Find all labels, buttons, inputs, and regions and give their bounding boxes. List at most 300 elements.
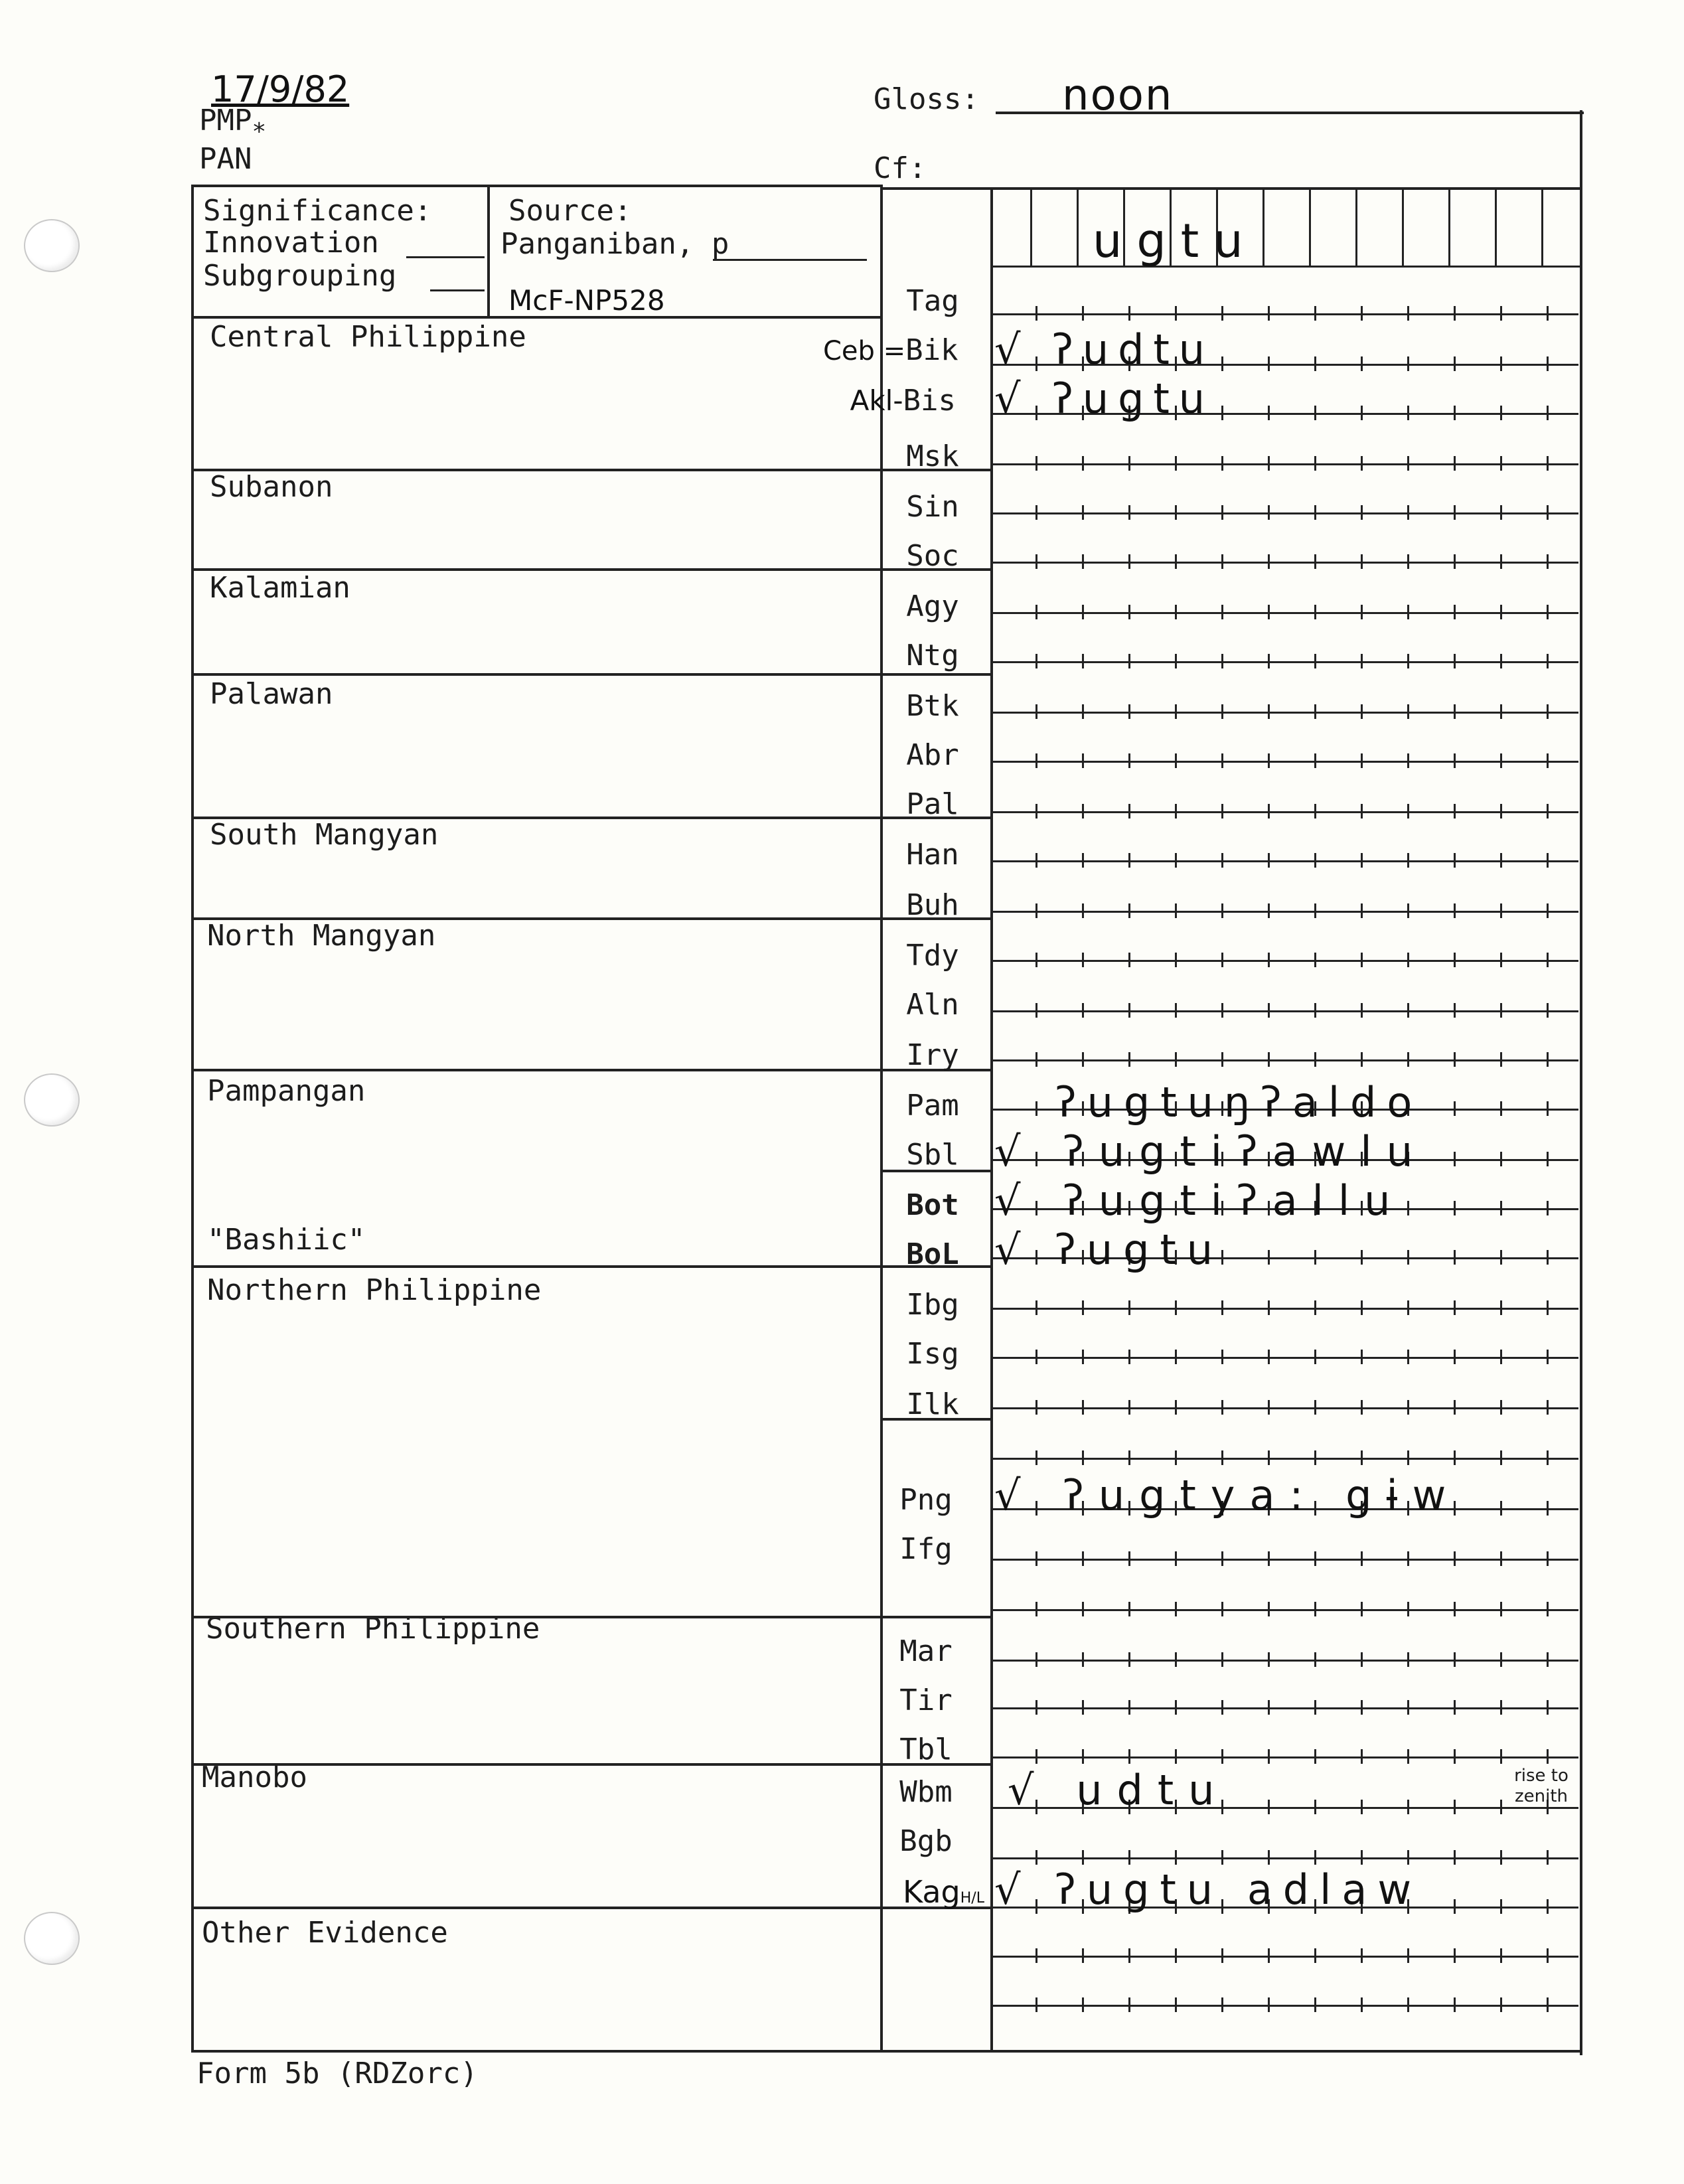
entry-row-tick <box>1454 1101 1456 1116</box>
entry-row-tick <box>1035 1350 1037 1364</box>
entry-row-tick <box>1268 1052 1270 1067</box>
entry-row-tick <box>1082 953 1084 967</box>
entry-kag: √ ʔugtu adlaw <box>994 1865 1422 1914</box>
entry-row-tick <box>1547 1250 1549 1265</box>
entry-row-tick <box>1547 356 1549 371</box>
entry-row-tick <box>1500 1101 1502 1116</box>
headword-box-bottom <box>990 266 1581 268</box>
entry-row-tick <box>1314 456 1316 471</box>
entry-row-tick <box>1082 306 1084 321</box>
entry-row-tick <box>1361 1800 1363 1814</box>
lang-code-buh: Buh <box>906 888 959 922</box>
sig-box-top <box>191 185 883 187</box>
lang-code-sbl: Sbl <box>906 1138 959 1172</box>
lang-code-pam: Pam <box>906 1089 959 1123</box>
entry-row-tick <box>1082 654 1084 668</box>
entry-row-tick <box>1547 853 1549 868</box>
entry-row-tick <box>1454 1450 1456 1465</box>
entry-row-tick <box>1035 554 1037 569</box>
lang-code-soc: Soc <box>906 539 959 573</box>
entry-row-tick <box>1500 1400 1502 1415</box>
entry-row-tick <box>1547 456 1549 471</box>
entry-row-tick <box>1454 753 1456 768</box>
entry-row-tick <box>1082 1450 1084 1465</box>
entry-row-tick <box>1361 306 1363 321</box>
entry-row-tick <box>1407 554 1409 569</box>
entry-row-tick <box>1314 505 1316 520</box>
entry-row-tick <box>1082 1300 1084 1315</box>
entry-row-tick <box>1407 1250 1409 1265</box>
entry-row-tick <box>1175 1948 1177 1963</box>
entry-row-line <box>993 1059 1578 1061</box>
source-reference: McF-NP528 <box>508 284 665 317</box>
entry-row-tick <box>1314 1300 1316 1315</box>
divider-kalamian <box>191 568 992 571</box>
lang-code-tdy: Tdy <box>906 939 959 973</box>
entry-row-line <box>993 911 1578 913</box>
entry-row-tick <box>1500 654 1502 668</box>
entry-row-tick <box>1454 605 1456 619</box>
headword-cells <box>990 187 1580 266</box>
divider-other <box>191 1907 992 1909</box>
entry-row-tick <box>1361 1652 1363 1667</box>
entry-row-tick <box>1268 903 1270 918</box>
entry-row-tick <box>1175 1850 1177 1865</box>
entry-row-line <box>993 1609 1578 1611</box>
entry-row-tick <box>1547 804 1549 819</box>
entry-row-tick <box>1175 1350 1177 1364</box>
entry-row-tick <box>1547 1602 1549 1616</box>
entry-row-tick <box>1361 1450 1363 1465</box>
entry-row-tick <box>1314 1350 1316 1364</box>
entry-row-tick <box>1547 654 1549 668</box>
lang-code-ilk: Ilk <box>906 1387 959 1421</box>
entry-bis: √ ʔugtu <box>994 374 1215 423</box>
entry-row-line <box>993 1308 1578 1310</box>
entry-row-tick <box>1314 356 1316 371</box>
entry-row-tick <box>1268 1652 1270 1667</box>
entry-row-tick <box>1035 1850 1037 1865</box>
entry-row-tick <box>1082 605 1084 619</box>
entry-row-tick <box>1128 554 1130 569</box>
entry-row-tick <box>1082 1551 1084 1566</box>
entry-row-tick <box>1314 1250 1316 1265</box>
entry-row-tick <box>1082 903 1084 918</box>
entry-row-tick <box>1454 1652 1456 1667</box>
entry-row-tick <box>1361 903 1363 918</box>
entry-row-line <box>993 512 1578 514</box>
entry-row-tick <box>1500 1300 1502 1315</box>
punch-hole-middle <box>24 1073 80 1127</box>
entry-row-tick <box>1314 804 1316 819</box>
entry-row-line <box>993 1707 1578 1709</box>
entry-row-tick <box>1361 1300 1363 1315</box>
lang-code-bik: Ceb =Bik <box>823 333 958 367</box>
entry-row-tick <box>1407 1350 1409 1364</box>
entry-row-tick <box>1268 853 1270 868</box>
entry-row-tick <box>1454 554 1456 569</box>
entry-row-tick <box>1128 505 1130 520</box>
entry-bol: √ ʔugtu <box>994 1225 1224 1274</box>
entry-row-tick <box>1314 1800 1316 1814</box>
subgrouping-label: Subgrouping <box>203 259 397 293</box>
entry-row-tick <box>1361 1700 1363 1715</box>
entry-row-line <box>993 612 1578 614</box>
entry-row-tick <box>1268 753 1270 768</box>
entry-row-tick <box>1454 1300 1456 1315</box>
group-central-philippine: Central Philippine <box>210 320 526 354</box>
entry-row-tick <box>1361 654 1363 668</box>
entry-row-tick <box>1361 406 1363 420</box>
entry-row-line <box>993 712 1578 714</box>
lang-code-pal: Pal <box>906 787 959 821</box>
lang-code-ibg: Ibg <box>906 1288 959 1322</box>
entry-row-tick <box>1407 1400 1409 1415</box>
entry-row-line <box>993 1660 1578 1662</box>
entry-row-tick <box>1128 1052 1130 1067</box>
lang-code-bot: Bot <box>906 1188 959 1222</box>
entry-row-tick <box>1500 953 1502 967</box>
entry-row-tick <box>1361 1602 1363 1616</box>
significance-title: Significance: <box>203 194 432 228</box>
entry-row-tick <box>1454 654 1456 668</box>
entry-row-tick <box>1407 1450 1409 1465</box>
entry-row-tick <box>1454 306 1456 321</box>
entry-row-tick <box>1407 1948 1409 1963</box>
lang-code-png: Png <box>899 1483 953 1517</box>
entry-row-tick <box>1361 1551 1363 1566</box>
entry-row-tick <box>1128 1700 1130 1715</box>
entry-row-tick <box>1268 804 1270 819</box>
entry-row-tick <box>1314 1997 1316 2012</box>
group-kalamian: Kalamian <box>210 571 350 605</box>
entry-row-tick <box>1407 1997 1409 2012</box>
entry-row-tick <box>1082 1749 1084 1764</box>
entry-row-tick <box>1268 1850 1270 1865</box>
entry-row-tick <box>1175 753 1177 768</box>
entry-row-tick <box>1221 1003 1223 1018</box>
entry-row-tick <box>1454 1749 1456 1764</box>
entry-row-tick <box>1268 1997 1270 2012</box>
cf-label: Cf: <box>874 151 927 185</box>
entry-row-tick <box>1500 1350 1502 1364</box>
entry-row-tick <box>1407 1749 1409 1764</box>
entry-row-tick <box>1268 1602 1270 1616</box>
entry-row-tick <box>1268 1003 1270 1018</box>
entry-row-tick <box>1454 804 1456 819</box>
entry-row-tick <box>1175 1450 1177 1465</box>
entry-row-tick <box>1175 1400 1177 1415</box>
entry-row-tick <box>1407 505 1409 520</box>
entry-row-tick <box>1454 953 1456 967</box>
lang-code-isg: Isg <box>906 1337 959 1371</box>
entry-row-tick <box>1128 1602 1130 1616</box>
entry-row-tick <box>1547 554 1549 569</box>
entry-row-tick <box>1175 1052 1177 1067</box>
entry-row-line <box>993 1357 1578 1359</box>
entry-row-tick <box>1314 1948 1316 1963</box>
entry-row-tick <box>1500 1948 1502 1963</box>
entry-row-tick <box>1314 1700 1316 1715</box>
entry-row-tick <box>1175 654 1177 668</box>
entry-row-line <box>993 860 1578 862</box>
entry-row-tick <box>1547 1201 1549 1215</box>
entry-row-tick <box>1547 753 1549 768</box>
entry-row-tick <box>1361 1052 1363 1067</box>
entry-row-tick <box>1407 1300 1409 1315</box>
entry-row-tick <box>1175 1602 1177 1616</box>
entry-row-tick <box>1175 903 1177 918</box>
entry-row-tick <box>1500 1152 1502 1166</box>
entry-row-tick <box>1035 804 1037 819</box>
entry-row-tick <box>1268 356 1270 371</box>
entry-row-tick <box>1407 1652 1409 1667</box>
lang-prefix-akl: Akl- <box>850 384 903 417</box>
group-pampangan: Pampangan <box>207 1074 366 1108</box>
group-palawan: Palawan <box>210 677 333 711</box>
entry-row-tick <box>1500 804 1502 819</box>
entry-row-tick <box>1454 456 1456 471</box>
entry-row-tick <box>1035 1300 1037 1315</box>
entry-row-tick <box>1268 953 1270 967</box>
entry-row-tick <box>1035 953 1037 967</box>
entry-row-tick <box>1500 306 1502 321</box>
entry-row-tick <box>1407 903 1409 918</box>
entry-row-tick <box>1128 1003 1130 1018</box>
punch-hole-top <box>24 219 80 272</box>
entry-row-tick <box>1314 753 1316 768</box>
entry-row-tick <box>1500 1501 1502 1516</box>
entry-row-tick <box>1082 1652 1084 1667</box>
entry-row-tick <box>1268 1948 1270 1963</box>
entry-row-tick <box>1407 1003 1409 1018</box>
entry-row-tick <box>1268 1800 1270 1814</box>
divider-palawan <box>191 673 992 676</box>
entry-row-tick <box>1547 1101 1549 1116</box>
entry-row-tick <box>1221 1997 1223 2012</box>
entry-row-tick <box>1082 456 1084 471</box>
entry-row-tick <box>1314 306 1316 321</box>
entry-row-tick <box>1221 406 1223 420</box>
innovation-label: Innovation <box>203 226 379 260</box>
entry-row-tick <box>1035 753 1037 768</box>
entry-row-tick <box>1175 1700 1177 1715</box>
lang-code-tir: Tir <box>899 1683 953 1717</box>
entry-row-tick <box>1128 1850 1130 1865</box>
entry-row-tick <box>1547 306 1549 321</box>
entry-row-tick <box>1314 953 1316 967</box>
entry-row-tick <box>1361 953 1363 967</box>
code-column-right <box>990 187 993 2053</box>
entry-row-line <box>993 313 1578 315</box>
lang-code-tbl: Tbl <box>899 1733 953 1766</box>
entry-row-tick <box>1500 356 1502 371</box>
entry-row-tick <box>1221 753 1223 768</box>
lang-prefix-ceb: Ceb = <box>823 336 906 366</box>
entry-row-tick <box>1268 1250 1270 1265</box>
entry-row-tick <box>1268 1400 1270 1415</box>
entry-row-tick <box>1547 1400 1549 1415</box>
entry-row-tick <box>1361 605 1363 619</box>
lang-code-abr: Abr <box>906 738 959 772</box>
entry-row-tick <box>1454 1800 1456 1814</box>
entry-row-tick <box>1500 1899 1502 1914</box>
entry-row-tick <box>1035 654 1037 668</box>
entry-row-tick <box>1035 306 1037 321</box>
entry-row-tick <box>1454 1400 1456 1415</box>
entry-row-tick <box>1547 505 1549 520</box>
entry-row-tick <box>1082 1400 1084 1415</box>
entry-row-tick <box>1500 1551 1502 1566</box>
entry-row-tick <box>1314 1003 1316 1018</box>
entry-row-tick <box>1221 1300 1223 1315</box>
lang-code-bis: Akl-Bis <box>850 384 956 418</box>
entry-row-tick <box>1547 1899 1549 1914</box>
entry-row-tick <box>1361 804 1363 819</box>
entry-row-tick <box>1314 704 1316 719</box>
entry-row-tick <box>1500 605 1502 619</box>
entry-row-tick <box>1035 456 1037 471</box>
gloss-label: Gloss: <box>874 82 979 116</box>
group-north-mangyan: North Mangyan <box>207 919 436 953</box>
entry-row-tick <box>1314 1450 1316 1465</box>
entry-row-tick <box>1082 1850 1084 1865</box>
entry-row-tick <box>1454 1948 1456 1963</box>
entry-row-tick <box>1221 1052 1223 1067</box>
entry-row-tick <box>1221 1652 1223 1667</box>
entry-row-line <box>993 1956 1578 1958</box>
entry-row-line <box>993 463 1578 465</box>
entry-row-tick <box>1082 1997 1084 2012</box>
entry-row-tick <box>1175 605 1177 619</box>
entry-row-line <box>993 811 1578 813</box>
entry-row-tick <box>1268 1749 1270 1764</box>
lang-code-btk: Btk <box>906 689 959 723</box>
entry-row-tick <box>1407 953 1409 967</box>
entry-row-tick <box>1035 903 1037 918</box>
entry-row-tick <box>1035 1400 1037 1415</box>
form-bottom <box>191 2050 1582 2053</box>
entry-row-tick <box>1221 1551 1223 1566</box>
entry-row-tick <box>1175 505 1177 520</box>
entry-row-tick <box>1314 1850 1316 1865</box>
entry-row-tick <box>1082 804 1084 819</box>
entry-row-tick <box>1500 1003 1502 1018</box>
entry-bot: √ ʔugtiʔallu <box>994 1176 1405 1225</box>
entry-row-line <box>993 562 1578 564</box>
entry-row-tick <box>1175 704 1177 719</box>
entry-row-tick <box>1268 654 1270 668</box>
divider-northern <box>191 1265 992 1268</box>
divider-southern <box>191 1616 992 1618</box>
lang-code-aln: Aln <box>906 988 959 1022</box>
entry-png: √ ʔugtya: gɨw <box>994 1471 1461 1520</box>
entry-row-tick <box>1175 1300 1177 1315</box>
entry-row-tick <box>1547 1152 1549 1166</box>
entry-row-tick <box>1547 1450 1549 1465</box>
entry-row-tick <box>1128 1652 1130 1667</box>
entry-row-tick <box>1407 356 1409 371</box>
group-northern-philippine: Northern Philippine <box>207 1273 542 1307</box>
group-other-evidence: Other Evidence <box>202 1916 448 1950</box>
entry-row-tick <box>1221 704 1223 719</box>
entry-row-tick <box>1314 1652 1316 1667</box>
lang-code-agy: Agy <box>906 589 959 623</box>
right-border <box>1580 110 1582 2055</box>
entry-row-tick <box>1547 1850 1549 1865</box>
entry-row-tick <box>1128 704 1130 719</box>
entry-row-line <box>993 1756 1578 1758</box>
entry-row-tick <box>1128 306 1130 321</box>
entry-row-tick <box>1361 1850 1363 1865</box>
entry-row-tick <box>1407 456 1409 471</box>
entry-row-tick <box>1082 554 1084 569</box>
entry-row-tick <box>1361 356 1363 371</box>
group-subanon: Subanon <box>210 470 333 504</box>
entry-row-tick <box>1175 804 1177 819</box>
entry-row-tick <box>1500 505 1502 520</box>
entry-row-tick <box>1221 1700 1223 1715</box>
entry-row-tick <box>1407 1700 1409 1715</box>
entry-row-tick <box>1500 406 1502 420</box>
entry-row-tick <box>1268 1700 1270 1715</box>
entry-row-tick <box>1547 704 1549 719</box>
entry-row-tick <box>1082 1948 1084 1963</box>
entry-row-tick <box>1221 1450 1223 1465</box>
entry-row-tick <box>1221 605 1223 619</box>
entry-row-tick <box>1407 1602 1409 1616</box>
entry-row-tick <box>1547 1350 1549 1364</box>
entry-row-tick <box>1454 1052 1456 1067</box>
entry-row-tick <box>1314 406 1316 420</box>
entry-row-tick <box>1500 1052 1502 1067</box>
entry-row-tick <box>1128 903 1130 918</box>
entry-row-tick <box>1175 456 1177 471</box>
entry-row-tick <box>1175 953 1177 967</box>
entry-row-tick <box>1128 605 1130 619</box>
entry-row-tick <box>1407 654 1409 668</box>
entry-row-tick <box>1500 1602 1502 1616</box>
entry-row-tick <box>1268 306 1270 321</box>
entry-row-tick <box>1454 1003 1456 1018</box>
entry-row-tick <box>1082 505 1084 520</box>
entry-row-tick <box>1221 903 1223 918</box>
entry-row-tick <box>1221 505 1223 520</box>
entry-row-tick <box>1268 1300 1270 1315</box>
entry-row-tick <box>1547 1997 1549 2012</box>
entry-row-tick <box>1314 1602 1316 1616</box>
divider-pampangan <box>191 1069 992 1071</box>
date: 17/9/82 <box>211 68 350 110</box>
entry-row-tick <box>1082 704 1084 719</box>
pmp-label: $PMP_*$ <box>199 104 267 145</box>
lang-code-iry: Iry <box>906 1038 959 1072</box>
entry-row-tick <box>1547 903 1549 918</box>
entry-row-tick <box>1407 804 1409 819</box>
entry-row-tick <box>1454 903 1456 918</box>
entry-row-tick <box>1454 1997 1456 2012</box>
entry-row-tick <box>1454 1250 1456 1265</box>
entry-row-tick <box>1035 1948 1037 1963</box>
entry-row-tick <box>1175 1749 1177 1764</box>
entry-row-tick <box>1035 1997 1037 2012</box>
entry-row-tick <box>1175 554 1177 569</box>
entry-row-tick <box>1454 853 1456 868</box>
entry-row-tick <box>1500 456 1502 471</box>
entry-row-tick <box>1547 1948 1549 1963</box>
divider-subanon <box>191 469 992 471</box>
entry-row-tick <box>1221 1400 1223 1415</box>
